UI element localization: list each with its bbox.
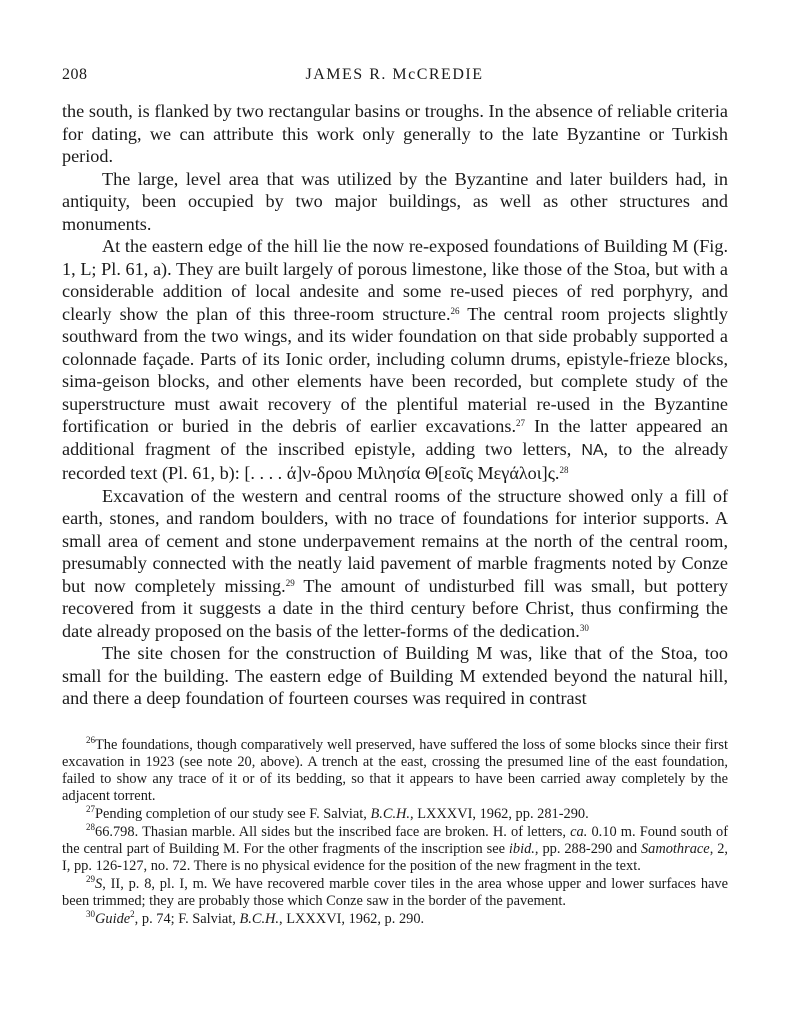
- footnote-text: , p. 74; F. Salviat,: [134, 911, 240, 927]
- footnote-28: [62, 824, 728, 875]
- abbrev-s: S: [95, 876, 103, 892]
- paragraph-2: The large, level area that was utilized by the Byzantine and later builders had, in antiquity, been occupied by two major buildings, as well as other structures and monuments.: [62, 168, 728, 234]
- footnote-text: 66.798. Thasian marble. All sides but the inscribed face are broken. H. of letters,: [95, 824, 571, 840]
- edition-superscript: 2: [130, 909, 135, 919]
- footnote-number: 28: [86, 822, 95, 832]
- footnote-ref-27: 27: [516, 418, 526, 428]
- abbrev-ibid: ibid.: [508, 841, 535, 857]
- paragraph-4-text-b: The amount of undisturbed fill was small, but pottery recovered from it suggests a date in the third century before Christ, thus confirming the date already proposed on the basis of the letter-forms of the dedication.: [62, 575, 728, 641]
- footnote-ref-30: 30: [579, 622, 589, 633]
- journal-title: B.C.H.: [239, 911, 280, 927]
- footnote-ref-26: 26: [450, 305, 460, 316]
- footnote-number: 27: [86, 804, 95, 814]
- paragraph-3-text-d: , to the already recorded text (Pl. 61, b): [. . . . ά]ν-δρου Μιλησία Θ[εοῖς Μεγάλοι]ς.: [62, 438, 728, 483]
- footnote-text: 0.10 m. Found south of the central part of Building M. For the other fragments of the inscription see: [62, 824, 729, 857]
- paragraph-3-text-c: In the latter appeared an additional fragment of the inscribed epistyle, adding two letters,: [62, 416, 728, 459]
- paragraph-4-text-a: Excavation of the western and central rooms of the structure showed only a fill of earth, stones, and random boulders, with no trace of foundations for interior supports. A small area of cement and stone underpavement remains at the north of the central room, presumably connected with the neatly laid pavement of marble fragments noted by Conze but now completely missing.: [62, 485, 728, 596]
- page-header: [62, 66, 727, 90]
- inscription-letters: NA: [581, 441, 604, 459]
- footnote-29: [62, 876, 728, 910]
- paragraph-3-text-a: At the eastern edge of the hill lie the now re-exposed foundations of Building M (Fig. 1, L; Pl. 61, a). They are built largely of porous limestone, like those of the Stoa, but with a considerable addition of local andesite and some re-used pieces of red porphyry, and clearly show the plan of this three-room structure.: [62, 236, 728, 324]
- paragraph-5: The site chosen for the construction of Building M was, like that of the Stoa, too small for the building. The eastern edge of Building M extended beyond the natural hill, and there a deep foundation of fourteen courses was required in contrast: [62, 643, 728, 708]
- footnote-text: , LXXXVI, 1962, p. 290.: [279, 911, 425, 927]
- journal-title: B.C.H.: [370, 806, 411, 822]
- footnote-ref-29: 29: [285, 577, 295, 588]
- footnote-26: [62, 737, 728, 805]
- footnote-ref-28: 28: [559, 465, 569, 475]
- guide-title: Guide: [95, 911, 131, 927]
- book-title: Samothrace: [640, 841, 710, 857]
- footnote-number: 26: [86, 735, 95, 745]
- footnotes: [62, 737, 728, 929]
- footnote-text: The foundations, though comparatively well preserved, have suffered the loss of some blocks since their first excavation in 1923 (see note 20, above). A trench at the east, crossing the presumed line of the east foundation, failed to show any trace of it or of its bedding, so that it appears to have been carried away completely by the adjacent torrent.: [62, 737, 728, 804]
- paragraph-1: the south, is flanked by two rectangular basins or troughs. In the absence of reliable criteria for dating, we can attribute this work only generally to the late Byzantine or Turkish period.: [62, 101, 728, 166]
- footnote-text: Pending completion of our study see F. Salviat,: [95, 806, 371, 822]
- running-head: JAMES R. McCREDIE: [305, 66, 484, 83]
- footnote-27: [62, 806, 728, 823]
- paragraph-4: [62, 485, 728, 643]
- footnote-30: [62, 911, 728, 928]
- footnote-number: 30: [86, 909, 95, 919]
- footnote-number: 29: [86, 874, 95, 884]
- paragraph-3-text-b: The central room projects slightly southward from the two wings, and its wider foundation on that side probably supported a colonnade façade. Parts of its Ionic order, including column drums, epistyle-frieze blocks, sima-geison blocks, and other elements have been recorded, but complete study of the superstructure must await recovery of the plentiful material re-used in the Byzantine fortification or buried in the debris of earlier excavations.: [62, 303, 728, 436]
- abbrev-circa: ca.: [570, 824, 588, 840]
- footnote-text: , II, p. 8, pl. I, m. We have recovered marble cover tiles in the area whose upper and lower surfaces have been trimmed; they are probably those which Conze saw in the border of the pavement.: [62, 876, 728, 909]
- footnote-text: , pp. 288-290 and: [534, 841, 641, 857]
- footnote-text: , LXXXVI, 1962, pp. 281-290.: [410, 806, 589, 822]
- paragraph-3: [62, 235, 728, 485]
- main-text: [62, 100, 728, 710]
- page-number: 208: [62, 66, 88, 83]
- footnote-text: , 2, I, pp. 126-127, no. 72. There is no physical evidence for the position of the new fragment in the text.: [62, 841, 728, 874]
